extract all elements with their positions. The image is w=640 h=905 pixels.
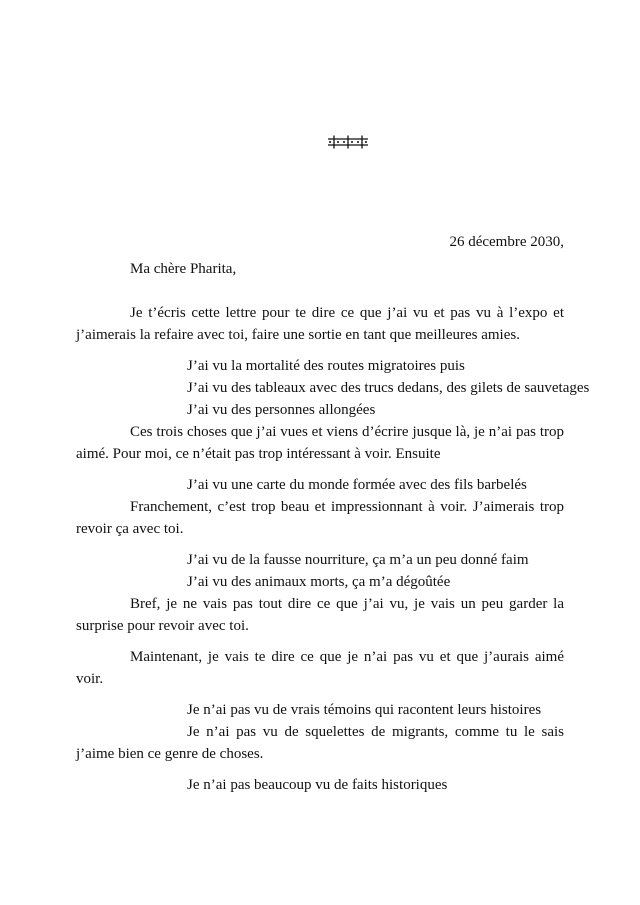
ornament-icon <box>327 135 369 149</box>
salutation: Ma chère Pharita, <box>130 261 237 277</box>
seen-item: J’ai vu des personnes allongées <box>187 402 376 418</box>
comment-paragraph: Franchement, c’est trop beau et impressionnant à voir. J’aimerais trop revoir ça avec toi. <box>76 499 564 537</box>
seen-item: J’ai vu des animaux morts, ça m’a dégoûtée <box>187 574 451 590</box>
comment-paragraph: Ces trois choses que j’ai vues et viens d’écrire jusque là, je n’ai pas trop aimé. Pour moi, ce n’était pas trop intéressant à voir. Ensuite <box>76 424 564 462</box>
letter-date: 26 décembre 2030, <box>449 234 564 250</box>
seen-item: J’ai vu des tableaux avec des trucs dedans, des gilets de sauvetages <box>187 380 590 396</box>
not-seen-item: Je n’ai pas beaucoup vu de faits historiques <box>187 777 448 793</box>
transition-paragraph: Maintenant, je vais te dire ce que je n’ai pas vu et que j’aurais aimé voir. <box>76 649 564 687</box>
comment-paragraph: Bref, je ne vais pas tout dire ce que j’ai vu, je vais un peu garder la surprise pour revoir avec toi. <box>76 596 564 634</box>
letter-body <box>76 258 590 796</box>
not-seen-item: Je n’ai pas vu de squelettes de migrants, comme tu le sais j’aime bien ce genre de choses. <box>76 724 564 762</box>
seen-item: J’ai vu la mortalité des routes migratoires puis <box>187 358 465 374</box>
not-seen-item: Je n’ai pas vu de vrais témoins qui racontent leurs histoires <box>187 702 542 718</box>
seen-item: J’ai vu de la fausse nourriture, ça m’a un peu donné faim <box>187 552 529 568</box>
seen-item: J’ai vu une carte du monde formée avec des fils barbelés <box>187 477 527 493</box>
intro-paragraph: Je t’écris cette lettre pour te dire ce que j’ai vu et pas vu à l’expo et j’aimerais la refaire avec toi, faire une sortie en tant que meilleures amies. <box>76 305 564 343</box>
